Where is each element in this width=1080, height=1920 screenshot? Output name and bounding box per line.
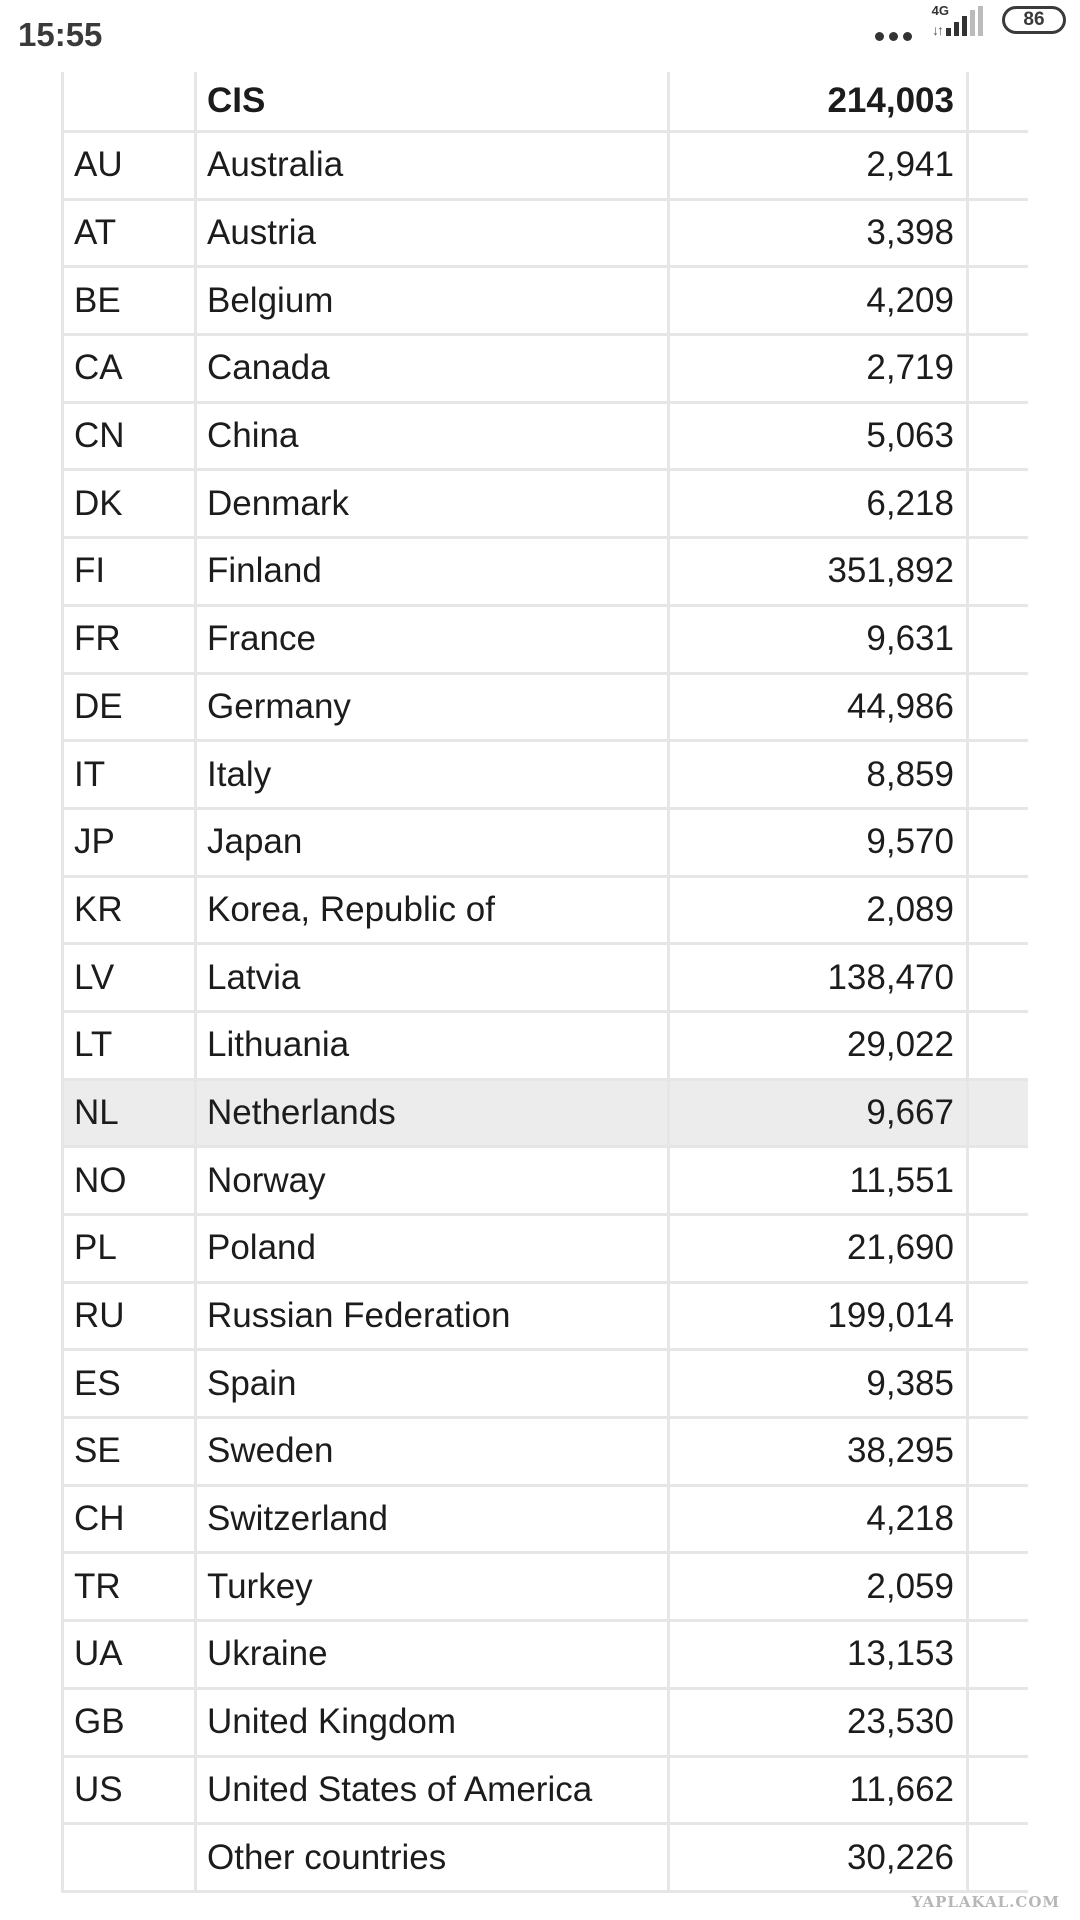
visit-count-cell: 11,551 bbox=[667, 1148, 969, 1213]
country-name-cell: Canada bbox=[194, 336, 664, 401]
country-name-cell: Korea, Republic of bbox=[194, 878, 664, 943]
data-arrows-icon: ↓↑ bbox=[932, 22, 942, 38]
status-time: 15:55 bbox=[18, 16, 103, 53]
country-code-cell: US bbox=[74, 1769, 123, 1809]
country-code-cell: UA bbox=[74, 1634, 123, 1674]
visit-count-cell: 11,662 bbox=[667, 1758, 969, 1823]
table-header-row bbox=[64, 72, 1028, 133]
country-name-cell: Ukraine bbox=[194, 1622, 664, 1687]
table-row bbox=[64, 268, 1028, 336]
visit-count-cell: 44,986 bbox=[667, 675, 969, 740]
country-code-cell: LT bbox=[74, 1025, 113, 1065]
table-body bbox=[64, 133, 1028, 1893]
country-code-cell: LV bbox=[74, 957, 115, 997]
visit-count-cell: 3,398 bbox=[667, 201, 969, 266]
table-row bbox=[64, 404, 1028, 472]
country-code-cell: SE bbox=[74, 1431, 121, 1471]
visit-count-cell: 8,859 bbox=[667, 742, 969, 807]
country-code-cell: GB bbox=[74, 1702, 125, 1742]
country-name-cell: Russian Federation bbox=[194, 1284, 664, 1349]
country-code-cell: KR bbox=[74, 889, 123, 929]
table-row bbox=[64, 1690, 1028, 1758]
visit-count-cell: 23,530 bbox=[667, 1690, 969, 1755]
country-name-cell: Italy bbox=[194, 742, 664, 807]
country-name-cell: Germany bbox=[194, 675, 664, 740]
country-code-cell: FI bbox=[74, 551, 106, 591]
visit-count-cell: 9,570 bbox=[667, 810, 969, 875]
country-code-cell: TR bbox=[74, 1566, 121, 1606]
header-name-cell: CIS bbox=[194, 72, 664, 130]
country-code-cell: FR bbox=[74, 619, 121, 659]
table-row bbox=[64, 201, 1028, 269]
table-row bbox=[64, 945, 1028, 1013]
visit-count-cell: 199,014 bbox=[667, 1284, 969, 1349]
table-row bbox=[64, 1216, 1028, 1284]
country-code-cell: DE bbox=[74, 686, 123, 726]
table-row bbox=[64, 1554, 1028, 1622]
table-row bbox=[64, 1622, 1028, 1690]
visit-count-cell: 38,295 bbox=[667, 1419, 969, 1484]
country-code-cell: AT bbox=[74, 213, 117, 253]
visit-count-cell: 2,089 bbox=[667, 878, 969, 943]
more-dots-icon bbox=[870, 28, 912, 46]
table-row bbox=[64, 1148, 1028, 1216]
country-name-cell: United States of America bbox=[194, 1758, 664, 1823]
country-code-cell: NO bbox=[74, 1160, 127, 1200]
country-name-cell: Netherlands bbox=[194, 1081, 664, 1146]
country-code-cell: DK bbox=[74, 483, 123, 523]
country-name-cell: United Kingdom bbox=[194, 1690, 664, 1755]
table-row bbox=[64, 1419, 1028, 1487]
table-row bbox=[64, 336, 1028, 404]
table-row bbox=[64, 607, 1028, 675]
table-row bbox=[64, 742, 1028, 810]
visit-count-cell: 9,631 bbox=[667, 607, 969, 672]
signal-bars-icon bbox=[944, 6, 988, 36]
country-name-cell: Poland bbox=[194, 1216, 664, 1281]
country-name-cell: France bbox=[194, 607, 664, 672]
table-row bbox=[64, 1825, 1028, 1893]
country-name-cell: Japan bbox=[194, 810, 664, 875]
country-code-cell: ES bbox=[74, 1363, 121, 1403]
visit-count-cell: 9,385 bbox=[667, 1351, 969, 1416]
visit-count-cell: 29,022 bbox=[667, 1013, 969, 1078]
country-code-cell: CH bbox=[74, 1499, 125, 1539]
table-row bbox=[64, 1081, 1028, 1149]
country-code-cell: NL bbox=[74, 1092, 119, 1132]
status-bar bbox=[0, 0, 1080, 72]
table-row bbox=[64, 1284, 1028, 1352]
visit-count-cell: 4,218 bbox=[667, 1487, 969, 1552]
table-row bbox=[64, 539, 1028, 607]
country-name-cell: Austria bbox=[194, 201, 664, 266]
country-table bbox=[61, 72, 1028, 1893]
visit-count-cell: 2,059 bbox=[667, 1554, 969, 1619]
country-name-cell: Spain bbox=[194, 1351, 664, 1416]
table-row bbox=[64, 675, 1028, 743]
country-code-cell: CN bbox=[74, 416, 125, 456]
table-row bbox=[64, 810, 1028, 878]
visit-count-cell: 351,892 bbox=[667, 539, 969, 604]
table-row bbox=[64, 1487, 1028, 1555]
country-code-cell: PL bbox=[74, 1228, 117, 1268]
battery-icon: 86 bbox=[1002, 6, 1066, 34]
visit-count-cell: 6,218 bbox=[667, 471, 969, 536]
country-code-cell: IT bbox=[74, 754, 106, 794]
visit-count-cell: 138,470 bbox=[667, 945, 969, 1010]
country-code-cell: JP bbox=[74, 822, 115, 862]
visit-count-cell: 9,667 bbox=[667, 1081, 969, 1146]
watermark: YAPLAKAL.COM bbox=[911, 1893, 1060, 1911]
country-name-cell: Lithuania bbox=[194, 1013, 664, 1078]
country-code-cell: AU bbox=[74, 145, 123, 185]
country-name-cell: Latvia bbox=[194, 945, 664, 1010]
header-code-cell bbox=[74, 72, 184, 130]
country-code-cell: RU bbox=[74, 1296, 125, 1336]
table-row bbox=[64, 133, 1028, 201]
country-code-cell: BE bbox=[74, 280, 121, 320]
country-name-cell: Denmark bbox=[194, 471, 664, 536]
country-name-cell: Switzerland bbox=[194, 1487, 664, 1552]
country-code-cell bbox=[74, 1825, 184, 1890]
country-code-cell: CA bbox=[74, 348, 123, 388]
visit-count-cell: 4,209 bbox=[667, 268, 969, 333]
country-name-cell: Finland bbox=[194, 539, 664, 604]
table-row bbox=[64, 878, 1028, 946]
visit-count-cell: 2,719 bbox=[667, 336, 969, 401]
header-value-cell: 214,003 bbox=[667, 72, 969, 130]
country-name-cell: Belgium bbox=[194, 268, 664, 333]
table-row bbox=[64, 1758, 1028, 1826]
table-row bbox=[64, 471, 1028, 539]
visit-count-cell: 30,226 bbox=[667, 1825, 969, 1890]
country-name-cell: Norway bbox=[194, 1148, 664, 1213]
table-row bbox=[64, 1351, 1028, 1419]
visit-count-cell: 13,153 bbox=[667, 1622, 969, 1687]
country-name-cell: Australia bbox=[194, 133, 664, 198]
country-name-cell: China bbox=[194, 404, 664, 469]
visit-count-cell: 21,690 bbox=[667, 1216, 969, 1281]
country-name-cell: Other countries bbox=[194, 1825, 664, 1890]
country-name-cell: Sweden bbox=[194, 1419, 664, 1484]
network-type-label: 4G bbox=[931, 3, 949, 18]
visit-count-cell: 2,941 bbox=[667, 133, 969, 198]
table-row bbox=[64, 1013, 1028, 1081]
visit-count-cell: 5,063 bbox=[667, 404, 969, 469]
country-name-cell: Turkey bbox=[194, 1554, 664, 1619]
